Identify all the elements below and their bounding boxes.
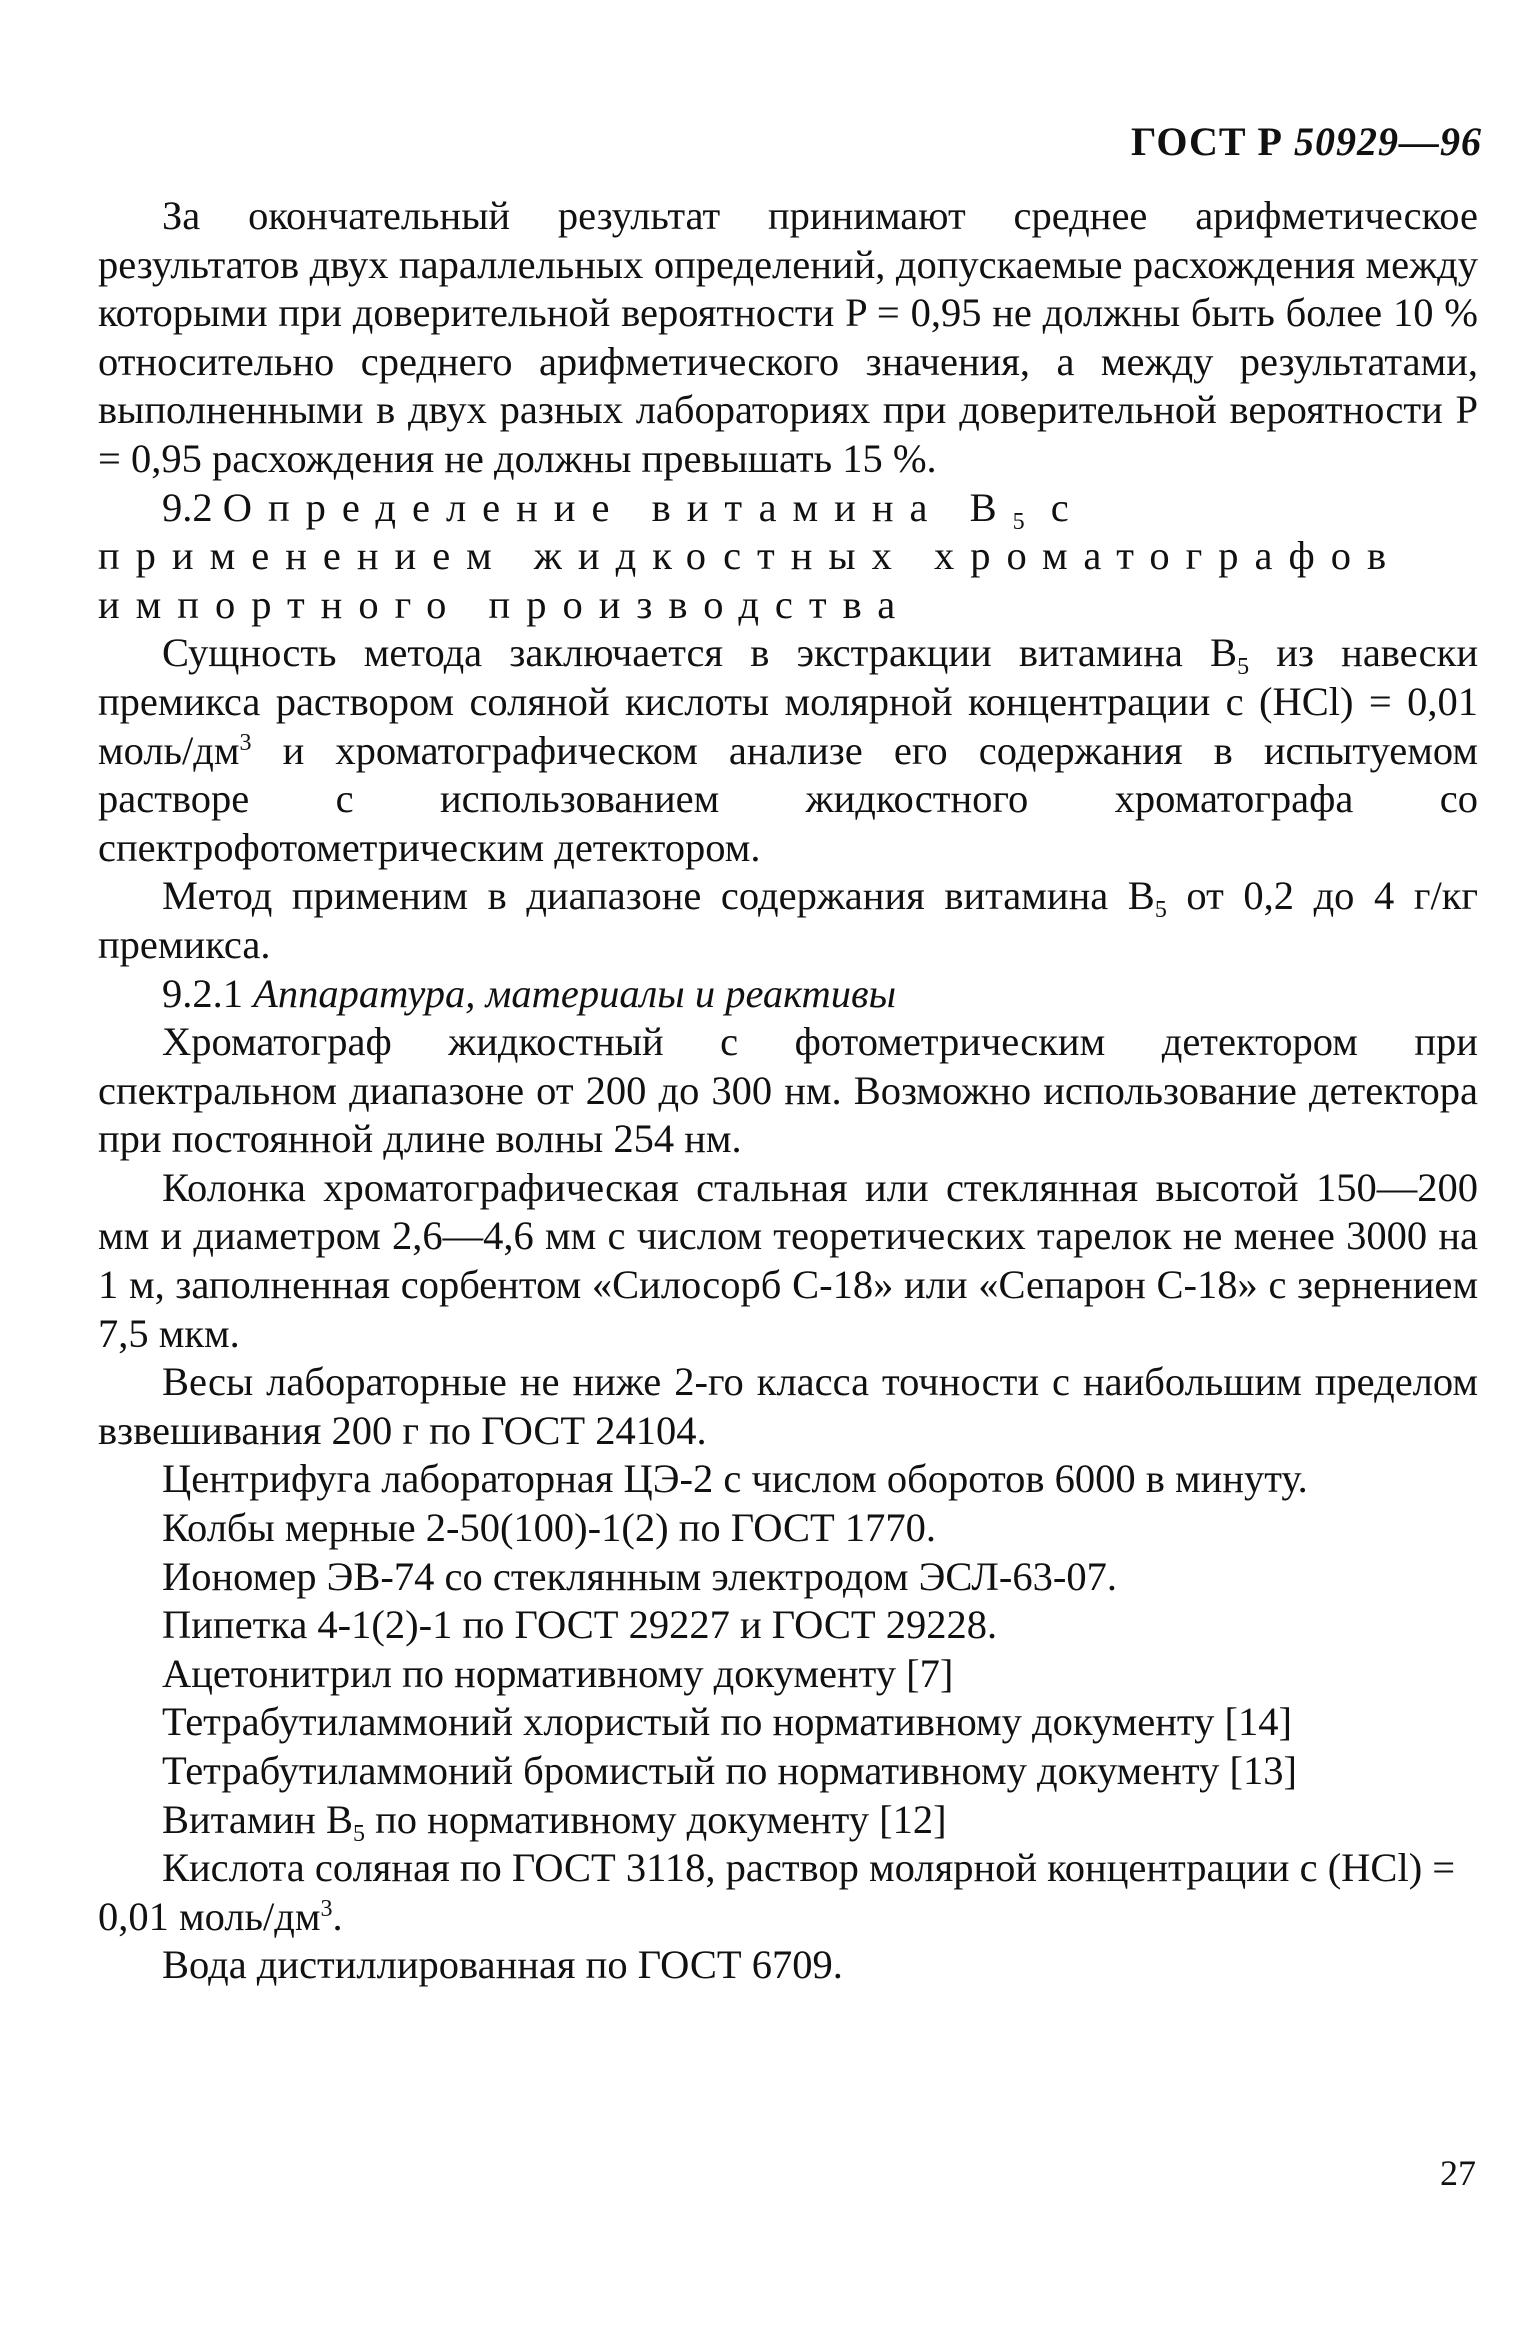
list-item: Вода дистиллированная по ГОСТ 6709.: [162, 1942, 843, 1988]
section-number: 9.2.1: [162, 970, 243, 1016]
gost-number: 50929—96: [1294, 119, 1482, 164]
section-9-2-1-heading: [98, 970, 1478, 1019]
section-title-part: Определение витамина B: [222, 484, 1013, 530]
text-run: Сущность метода заключается в экстракции витамина B: [162, 630, 1238, 676]
superscript: 3: [320, 1895, 333, 1922]
subscript: 5: [352, 1820, 365, 1847]
equipment-list: [98, 1455, 1478, 1990]
list-item: Тетрабутиламмоний хлористый по нормативному документу [14]: [162, 1699, 1292, 1745]
superscript: 3: [239, 729, 252, 756]
text-run: из навески премикса раствором соляной кислоты молярной концентрации c (HCl) = 0,01 моль/дм: [98, 630, 1478, 773]
text-run: Кислота соляная по ГОСТ 3118, раствор молярной концентрации c (HCl) = 0,01 моль/дм: [98, 1845, 1456, 1939]
section-number: 9.2: [162, 484, 213, 530]
list-item: Иономер ЭВ-74 со стеклянным электродом ЭСЛ-63-07.: [162, 1553, 1117, 1599]
section-title: Аппаратура, материалы и реактивы: [253, 970, 897, 1016]
section-9-2-heading: [98, 484, 1478, 630]
section-title-part: с применением жидкостных хроматографов импортного производства: [98, 484, 1403, 627]
text-run: .: [332, 1893, 343, 1939]
paragraph-final-result: За окончательный результат принимают среднее арифметическое результатов двух параллельных определений, допускаемые расхождения между которыми при доверительной вероятности P = 0,95 не должны быть более 10 % относительно среднего арифметического значения, а между результатами, выполненными в двух разных лабораториях при доверительной вероятности P = 0,95 расхождения не должны превышать 15 %.: [98, 193, 1478, 481]
paragraph-method-essence: [98, 629, 1478, 872]
document-body: [98, 192, 1478, 1990]
subscript: 5: [1237, 654, 1250, 681]
list-item: Тетрабутиламмоний бромистый по нормативному документу [13]: [162, 1748, 1297, 1793]
text-run: Метод применим в диапазоне содержания витамина B: [162, 873, 1155, 919]
list-item: [98, 1844, 1478, 1941]
list-item: Колбы мерные 2-50(100)-1(2) по ГОСТ 1770.: [162, 1505, 936, 1551]
list-item: [98, 1796, 1478, 1845]
paragraph-column: Колонка хроматографическая стальная или стеклянная высотой 150—200 мм и диаметром 2,6—4,6 мм с числом теоретических тарелок не менее 3000 на 1 м, заполненная сорбентом «Силосорб С-18» или «Сепарон С-18» с зернением 7,5 мкм.: [98, 1164, 1478, 1356]
list-item: Ацетонитрил по нормативному документу [7]: [162, 1650, 954, 1696]
text-run: от 0,2 до 4 г/кг премикса.: [98, 873, 1478, 967]
text-run: по нормативному документу [12]: [364, 1796, 947, 1842]
page-number: 27: [1440, 2153, 1476, 2193]
subscript: 5: [1012, 508, 1025, 535]
gost-prefix: ГОСТ Р: [1130, 119, 1283, 164]
list-item: Центрифуга лабораторная ЦЭ-2 с числом оборотов 6000 в минуту.: [162, 1456, 1308, 1502]
page-header: [1131, 118, 1482, 165]
text-run: Витамин B: [162, 1796, 353, 1842]
paragraph-chromatograph: Хроматограф жидкостный с фотометрическим детектором при спектральном диапазоне от 200 до 300 нм. Возможно использование детектора при постоянной длине волны 254 нм.: [98, 1019, 1478, 1162]
paragraph-scales: Весы лабораторные не ниже 2-го класса точности с наибольшим пределом взвешивания 200 г по ГОСТ 24104.: [98, 1359, 1478, 1453]
list-item: Пипетка 4-1(2)-1 по ГОСТ 29227 и ГОСТ 29228.: [162, 1602, 998, 1648]
paragraph-method-range: [98, 872, 1478, 969]
subscript: 5: [1154, 897, 1167, 924]
text-run: и хроматографическом анализе его содержания в испытуемом растворе с использованием жидкостного хроматографа со спектрофотометрическим детектором.: [98, 727, 1478, 870]
